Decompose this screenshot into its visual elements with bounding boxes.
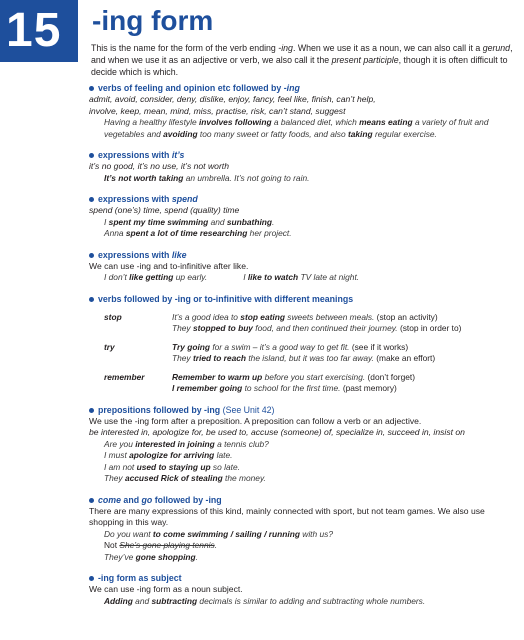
section-spend xyxy=(89,193,519,240)
example-sentence: I remember going to school for the first time. (past memory) xyxy=(172,383,397,393)
example-sentence: I don’t like getting up early. I like to watch TV late at night. xyxy=(104,272,360,282)
section-its xyxy=(89,149,519,184)
example-sentence: They accused Rick of stealing the money. xyxy=(104,473,266,483)
example-sentence: It’s not worth taking an umbrella. It’s not going to rain. xyxy=(104,172,310,183)
section-heading: verbs followed by -ing or to-infinitive with different meanings xyxy=(89,293,519,305)
bullet-icon xyxy=(89,408,94,413)
bullet-icon xyxy=(89,86,94,91)
unit-title: -ing form xyxy=(92,5,214,36)
unit-reference: (See Unit 42) xyxy=(222,404,275,415)
section-prepositions xyxy=(89,404,519,485)
bullet-icon xyxy=(89,576,94,581)
verb-row-try xyxy=(89,342,519,365)
section-heading: -ing form as subject xyxy=(89,572,519,584)
example-sentence: Not She’s gone playing tennis. xyxy=(104,540,218,550)
bullet-icon xyxy=(89,153,94,158)
example-sentence: They tried to reach the island, but it was too far away. (make an effort) xyxy=(172,353,436,363)
incorrect-example: She’s gone playing tennis xyxy=(119,540,215,550)
section-heading: expressions with like xyxy=(89,249,519,261)
example-sentence: Adding and subtracting decimals is similar to adding and subtracting whole numbers. xyxy=(104,595,426,606)
verb-label: remember xyxy=(104,371,145,382)
verb-row-remember xyxy=(89,372,519,395)
example-sentence: Are you interested in joining a tennis club? xyxy=(104,438,269,449)
example-sentence: It’s a good idea to stop eating sweets between meals. (stop an activity) xyxy=(172,311,438,322)
example-sentence: Try going for a swim – it’s a good way to get fit. (see if it works) xyxy=(172,341,409,352)
example-sentence: I must apologize for arriving late. xyxy=(104,450,233,460)
section-come-go xyxy=(89,494,519,564)
verb-row-stop xyxy=(89,312,519,335)
example-sentence: Having a healthy lifestyle involves following a balanced diet, which means eating a variety of fruit and vegetables and avoiding too many sweet or fatty foods, and also taking regular exercise. xyxy=(104,117,489,139)
expression-list: it’s no good, it’s no use, it’s not worth xyxy=(89,161,229,171)
section-heading: expressions with it’s xyxy=(89,149,519,161)
section-verbs-feeling xyxy=(89,82,519,140)
verb-list: involve, keep, mean, mind, miss, practise, risk, can’t stand, suggest xyxy=(89,105,346,116)
section-heading: expressions with spend xyxy=(89,193,519,205)
example-sentence: Remember to warm up before you start exercising. (don’t forget) xyxy=(172,371,415,382)
section-heading: come and go followed by -ing xyxy=(89,494,519,506)
expression-list: be interested in, apologize for, be used to, accuse (someone) of, specialize in, succeed in, insist on xyxy=(89,427,465,437)
bullet-icon xyxy=(89,197,94,202)
bullet-icon xyxy=(89,498,94,503)
explanation-text: We can use -ing and to-infinitive after like. xyxy=(89,260,249,271)
section-like xyxy=(89,249,519,284)
explanation-text: There are many expressions of this kind, mainly connected with sport, but not team games. We also use shopping in this way. xyxy=(89,505,485,527)
intro-paragraph: This is the name for the form of the verb ending -ing. When we use it as a noun, we can also call it a gerund, and when we use it as an adjective or verb, we also call it the present participle, though it is often difficult to decide which is which. xyxy=(91,43,513,77)
example-sentence: Anna spent a lot of time researching her project. xyxy=(104,228,292,238)
example-sentence: They’ve gone shopping. xyxy=(104,551,198,562)
section-heading: verbs of feeling and opinion etc followed by -ing xyxy=(89,82,519,94)
example-sentence: Do you want to come swimming / sailing / running with us? xyxy=(104,528,333,539)
unit-number-box xyxy=(0,0,78,62)
unit-number: 15 xyxy=(6,4,62,57)
section-heading: prepositions followed by -ing (See Unit 42) xyxy=(89,404,519,416)
bullet-icon xyxy=(89,253,94,258)
explanation-text: We can use -ing form as a noun subject. xyxy=(89,584,243,594)
bullet-icon xyxy=(89,297,94,302)
example-sentence: I spent my time swimming and sunbathing. xyxy=(104,216,275,227)
verb-label: stop xyxy=(104,311,122,322)
example-sentence: I am not used to staying up so late. xyxy=(104,461,240,472)
example-sentence: They stopped to buy food, and then continued their journey. (stop in order to) xyxy=(172,323,462,333)
grammar-content xyxy=(89,82,519,607)
section-different-meanings xyxy=(89,293,519,395)
verb-list: admit, avoid, consider, deny, dislike, enjoy, fancy, feel like, finish, can’t help, xyxy=(89,94,376,104)
verb-label: try xyxy=(104,341,115,352)
section-ing-subject xyxy=(89,572,519,607)
expression-list: spend (one’s) time, spend (quality) time xyxy=(89,205,240,215)
explanation-text: We use the -ing form after a preposition. A preposition can follow a verb or an adjective. xyxy=(89,415,422,426)
